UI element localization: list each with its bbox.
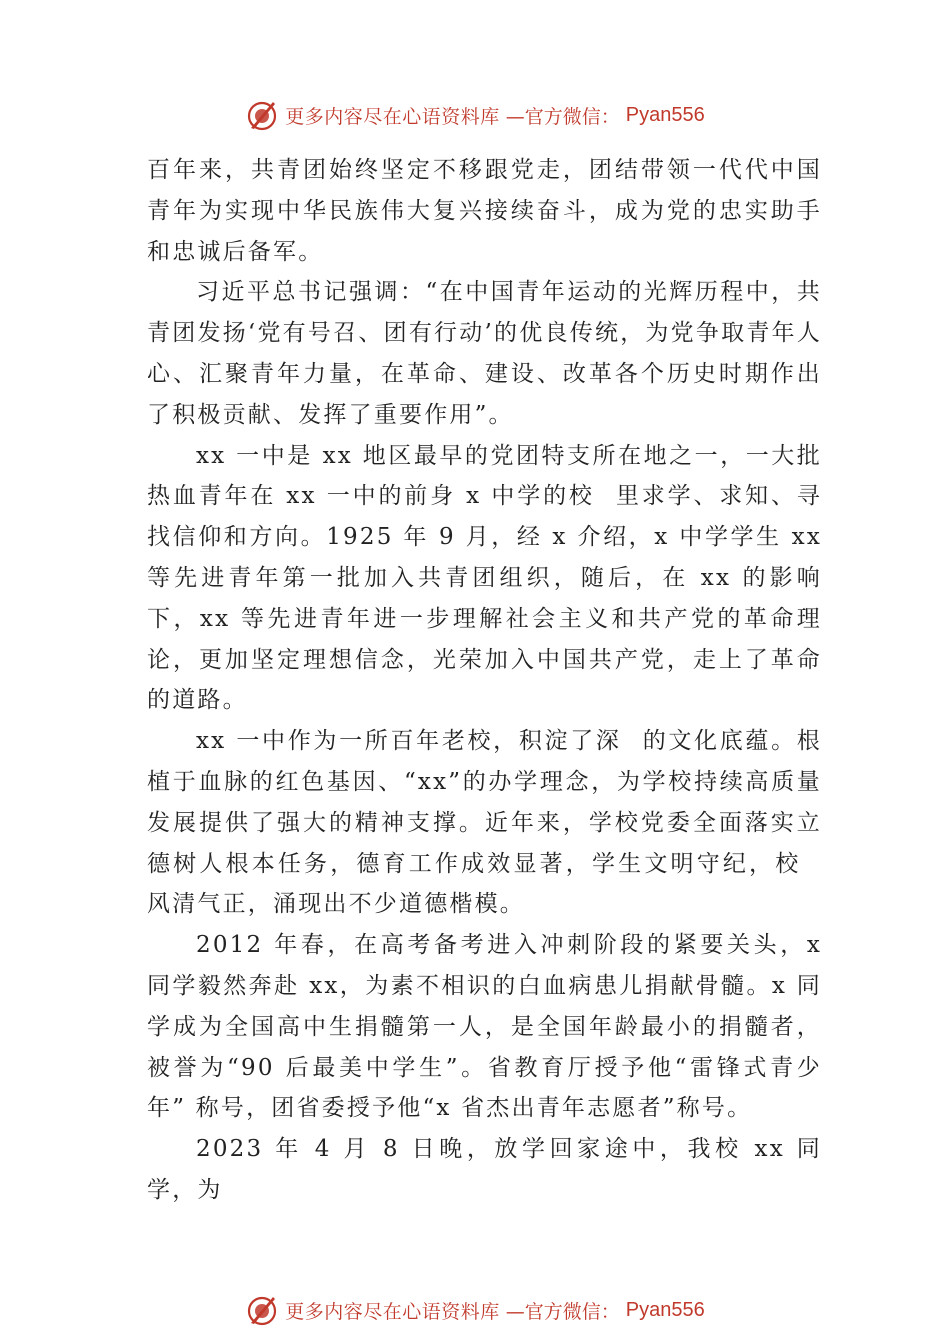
paragraph-3: xx 一中是 xx 地区最早的党团特支所在地之一，一大批热血青年在 xx 一中的前身 x 中学的校里求学、求知、寻找信仰和方向。1925 年 9 月，经 x 介绍，x 中学学生 xx 等先进青年第一批加入共青团组织，随后，在 xx 的影响下，xx 等先进青年进一步理解社会主义和共产党的革命理论，更加坚定理想信念，光荣加入中国共产党，走上了革命的道路。 — [147, 442, 822, 714]
paragraph-4: xx 一中作为一所百年老校，积淀了深的文化底蕴。根植于血脉的红色基因、“xx”的办学理念，为学校持续高质量发展提供了强大的精神支撑。近年来，学校党委全面落实立德树人根本任务，德育工作成效显著，学生文明守纪，校 风清气正，涌现出不少道德楷模。 — [147, 728, 822, 918]
footer-banner — [0, 1290, 950, 1330]
paragraph-1: 百年来，共青团始终坚定不移跟党走，团结带领一代代中国青年为实现中华民族伟大复兴接续奋斗，成为党的忠实助手和忠诚后备军。 — [147, 157, 822, 265]
header-banner-wechat: Pyan556 — [625, 103, 705, 126]
header-banner-dash: —官方微信： — [505, 105, 620, 128]
paragraph-2: 习近平总书记强调：“在中国青年运动的光辉历程中，共青团发扬‘党有号召、团有行动’的优良传统，为党争取青年人心、汇聚青年力量，在革命、建设、改革各个历史时期作出了积极贡献、发挥了重要作用”。 — [147, 279, 822, 428]
footer-banner-dash: —官方微信： — [505, 1300, 620, 1323]
header-banner — [0, 95, 950, 135]
quill-seal-icon — [245, 1293, 279, 1327]
header-banner-title: 更多内容尽在心语资料库 — [285, 105, 500, 128]
paragraph-5: 2012 年春，在高考备考进入冲刺阶段的紧要关头，x 同学毅然奔赴 xx，为素不相识的白血病患儿捐献骨髓。x 同学成为全国高中生捐髓第一人，是全国年龄最小的捐髓者，被誉为“90 后最美中学生”。省教育厅授予他“雷锋式青少年” 称号，团省委授予他“x 省杰出青年志愿者”称号。 — [147, 932, 822, 1122]
paragraph-6: 2023 年 4 月 8 日晚，放学回家途中，我校 xx 同学，为 — [147, 1136, 822, 1203]
footer-banner-wechat: Pyan556 — [625, 1298, 705, 1321]
footer-banner-title: 更多内容尽在心语资料库 — [285, 1300, 500, 1323]
quill-seal-icon — [245, 98, 279, 132]
document-body — [147, 150, 822, 1211]
